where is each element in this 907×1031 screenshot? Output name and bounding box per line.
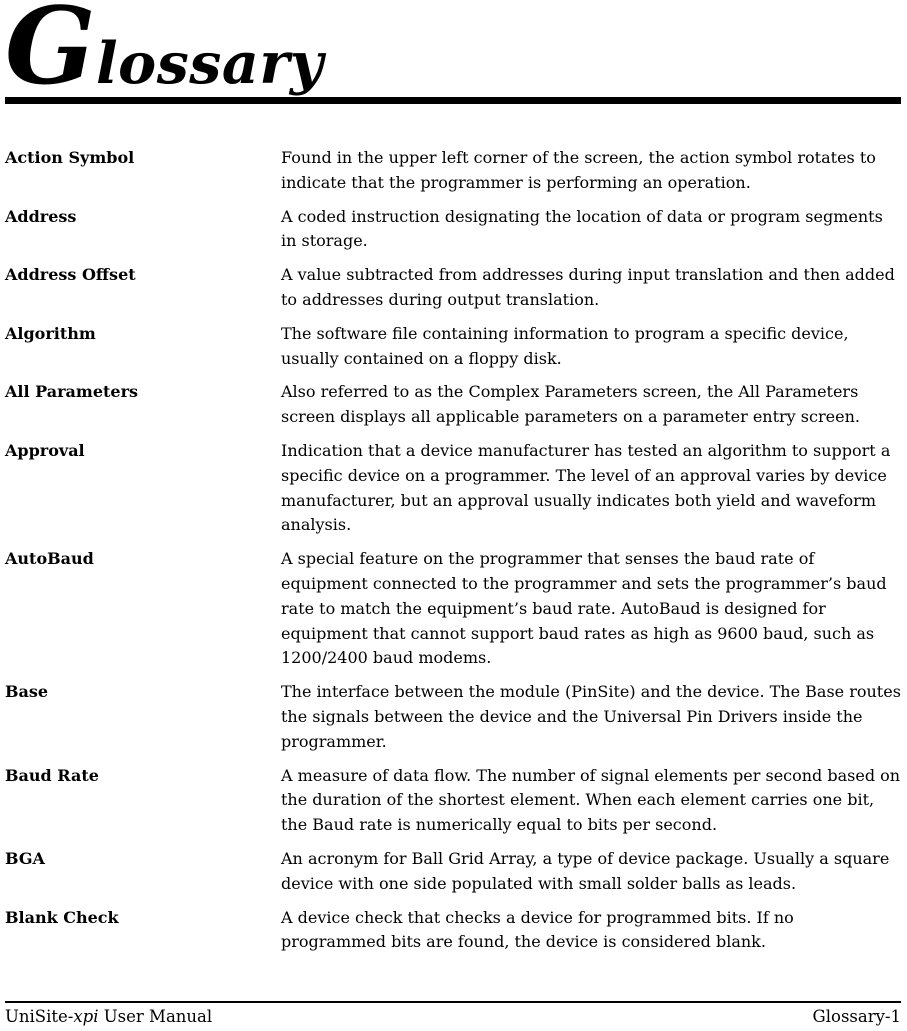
- glossary-term: Algorithm: [5, 323, 96, 343]
- glossary-entry: [5, 146, 901, 196]
- page-header: [5, 0, 901, 108]
- glossary-definition: A value subtracted from addresses during input translation and then added to addresses during output translation.: [281, 265, 895, 309]
- glossary-entry: [5, 680, 901, 754]
- footer-manual-suffix: User Manual: [98, 1006, 213, 1026]
- footer-row: [5, 1006, 901, 1027]
- glossary-term: Approval: [5, 440, 85, 460]
- glossary-entry: [5, 439, 901, 538]
- page-footer: [5, 1001, 901, 1031]
- glossary-entry: [5, 263, 901, 313]
- glossary-entry: [5, 547, 901, 671]
- glossary-term: Baud Rate: [5, 765, 99, 785]
- footer-manual-italic: xpi: [73, 1006, 99, 1026]
- glossary-definition: The software file containing information to program a specific device, usually contained on a floppy disk.: [281, 323, 849, 368]
- title-rule: [5, 97, 901, 104]
- glossary-term: Address: [5, 206, 77, 226]
- footer-manual-title: [5, 1006, 212, 1027]
- glossary-entries: [5, 146, 901, 964]
- footer-page-number: Glossary-1: [812, 1006, 901, 1026]
- glossary-entry: [5, 906, 901, 956]
- title-rest: lossary: [96, 30, 324, 97]
- glossary-entry: [5, 764, 901, 838]
- glossary-term: Address Offset: [5, 265, 136, 285]
- glossary-definition: Indication that a device manufacturer has tested an algorithm to support a specific device on a programmer. The level of an approval varies by device manufacturer, but an approval usually indicates both yield and waveform analysis.: [281, 440, 891, 535]
- glossary-definition: Also referred to as the Complex Parameters screen, the All Parameters screen displays all applicable parameters on a parameter entry screen.: [281, 382, 860, 427]
- glossary-term: BGA: [5, 848, 45, 868]
- glossary-term: AutoBaud: [5, 549, 94, 569]
- glossary-definition: Found in the upper left corner of the screen, the action symbol rotates to indicate that the programmer is performing an operation.: [281, 148, 876, 192]
- glossary-entry: [5, 380, 901, 430]
- glossary-entry: [5, 847, 901, 897]
- glossary-definition: A device check that checks a device for programmed bits. If no programmed bits are found, the device is considered blank.: [281, 907, 794, 952]
- page-title: [5, 0, 901, 108]
- glossary-definition: A special feature on the programmer that senses the baud rate of equipment connected to the programmer and sets the programmer’s baud rate to match the equipment’s baud rate. AutoBaud is designed for equipment that cannot support baud rates as high as 9600 baud, such as 1200/2400 baud modems.: [281, 549, 887, 668]
- glossary-term: Action Symbol: [5, 148, 135, 167]
- glossary-definition: The interface between the module (PinSite) and the device. The Base routes the signals between the device and the Universal Pin Drivers inside the programmer.: [281, 682, 901, 751]
- glossary-definition: An acronym for Ball Grid Array, a type of device package. Usually a square device with one side populated with small solder balls as leads.: [281, 848, 890, 893]
- glossary-term: Blank Check: [5, 907, 119, 927]
- glossary-entry: [5, 322, 901, 372]
- title-initial: G: [5, 0, 97, 108]
- footer-rule: [5, 1001, 901, 1003]
- glossary-definition: A coded instruction designating the location of data or program segments in storage.: [281, 206, 883, 251]
- glossary-term: All Parameters: [5, 382, 139, 402]
- glossary-definition: A measure of data flow. The number of signal elements per second based on the duration of the shortest element. When each element carries one bit, the Baud rate is numerically equal to bits per second.: [281, 765, 901, 835]
- glossary-entry: [5, 205, 901, 255]
- footer-manual-prefix: UniSite-: [5, 1006, 74, 1026]
- glossary-term: Base: [5, 682, 49, 702]
